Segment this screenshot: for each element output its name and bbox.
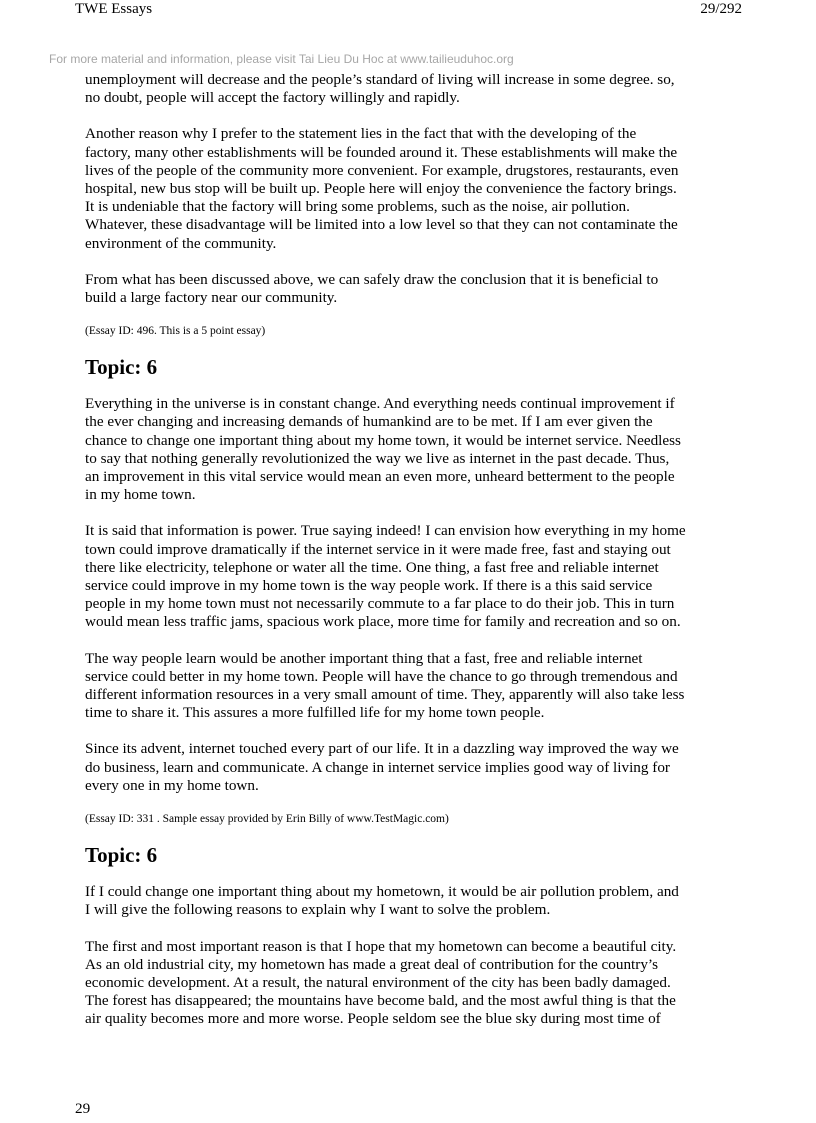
text-line: From what has been discussed above, we can safely draw the conclusion that it is beneficial to (85, 270, 659, 288)
paragraph (85, 71, 745, 107)
text-line: Since its advent, internet touched every part of our life. It in a dazzling way improved the way we (85, 740, 679, 758)
paragraph (85, 938, 745, 1029)
text-line: chance to change one important thing about my home town, it would be internet service. Needless (85, 431, 681, 449)
text-line: there like electricity, telephone or water all the time. One thing, a fast free and reliable internet (85, 558, 659, 576)
text-line: Whatever, these disadvantage will be limited into a low level so that they can not contaminate the (85, 216, 678, 234)
text-line: If I could change one important thing about my hometown, it would be air pollution problem, and (85, 883, 679, 901)
paragraph (85, 883, 745, 919)
text-line: people in my home town must not necessarily commute to a far place to do their job. This in turn (85, 595, 675, 613)
text-line: an improvement in this vital service would mean an even more, unheard betterment to the people (85, 468, 675, 486)
text-line: economic development. At a result, the natural environment of the city has been badly damaged. (85, 973, 671, 991)
page-body (85, 71, 745, 1029)
running-header-page-count: 29/292 (700, 1, 742, 17)
text-line: environment of the community. (85, 234, 277, 252)
text-line: no doubt, people will accept the factory willingly and rapidly. (85, 89, 460, 107)
paragraph (85, 740, 745, 795)
paragraph (85, 125, 745, 252)
text-line: It is said that information is power. True saying indeed! I can envision how everything in my home (85, 522, 686, 540)
essay-id-note: (Essay ID: 496. This is a 5 point essay) (85, 325, 266, 338)
text-line: different information resources in a very small amount of time. They, apparently will also take less (85, 686, 685, 704)
page-number: 29 (75, 1100, 91, 1117)
text-line: the ever changing and increasing demands of humankind are to be met. If I am ever given the (85, 413, 653, 431)
text-line: air quality becomes more and more worse. People seldom see the blue sky during most time of (85, 1010, 661, 1028)
text-line: Everything in the universe is in constant change. And everything needs continual improvement if (85, 395, 675, 413)
text-line: build a large factory near our community. (85, 289, 338, 307)
paragraph (85, 395, 745, 504)
text-line: The way people learn would be another important thing that a fast, free and reliable internet (85, 649, 643, 667)
text-line: Another reason why I prefer to the statement lies in the fact that with the developing of the (85, 125, 637, 143)
running-header-title: TWE Essays (75, 1, 153, 17)
paragraph (85, 522, 745, 631)
text-line: do business, learn and communicate. A change in internet service implies good way of living for (85, 758, 670, 776)
section-heading: Topic: 6 (85, 355, 158, 380)
text-line: lives of the people of the community more convenient. For example, drugstores, restaurants, even (85, 161, 679, 179)
text-line: service could improve in my home town is the way people work. If there is a this said service (85, 577, 653, 595)
text-line: to say that nothing generally revolutionized the way we live as internet in the past decade. Thus, (85, 449, 670, 467)
text-line: service could better in my home town. People will have the chance to go through tremendous and (85, 667, 678, 685)
text-line: would mean less traffic jams, spacious work place, more time for family and recreation and so on. (85, 613, 681, 631)
watermark-text: For more material and information, please visit Tai Lieu Du Hoc at www.tailieuduhoc.org (49, 52, 514, 66)
essay-id-note: (Essay ID: 331 . Sample essay provided by Erin Billy of www.TestMagic.com) (85, 813, 449, 826)
text-line: time to share it. This assures a more fulfilled life for my home town people. (85, 704, 545, 722)
paragraph (85, 650, 745, 723)
text-line: town could improve dramatically if the internet service in it were made free, fast and staying out (85, 540, 671, 558)
text-line: The first and most important reason is that I hope that my hometown can become a beautiful city. (85, 937, 677, 955)
text-line: unemployment will decrease and the people’s standard of living will increase in some degree. so, (85, 71, 675, 88)
text-line: in my home town. (85, 486, 196, 504)
text-line: hospital, new bus stop will be built up. People here will enjoy the convenience the factory brings. (85, 180, 677, 198)
text-line: I will give the following reasons to explain why I want to solve the problem. (85, 901, 551, 919)
text-line: It is undeniable that the factory will bring some problems, such as the noise, air pollution. (85, 198, 630, 216)
text-line: The forest has disappeared; the mountains have become bald, and the most awful thing is that the (85, 992, 676, 1010)
paragraph (85, 271, 745, 307)
text-line: factory, many other establishments will be founded around it. These establishments will make the (85, 143, 678, 161)
text-line: every one in my home town. (85, 776, 259, 794)
text-line: As an old industrial city, my hometown has made a great deal of contribution for the country’s (85, 955, 659, 973)
section-heading: Topic: 6 (85, 843, 158, 868)
